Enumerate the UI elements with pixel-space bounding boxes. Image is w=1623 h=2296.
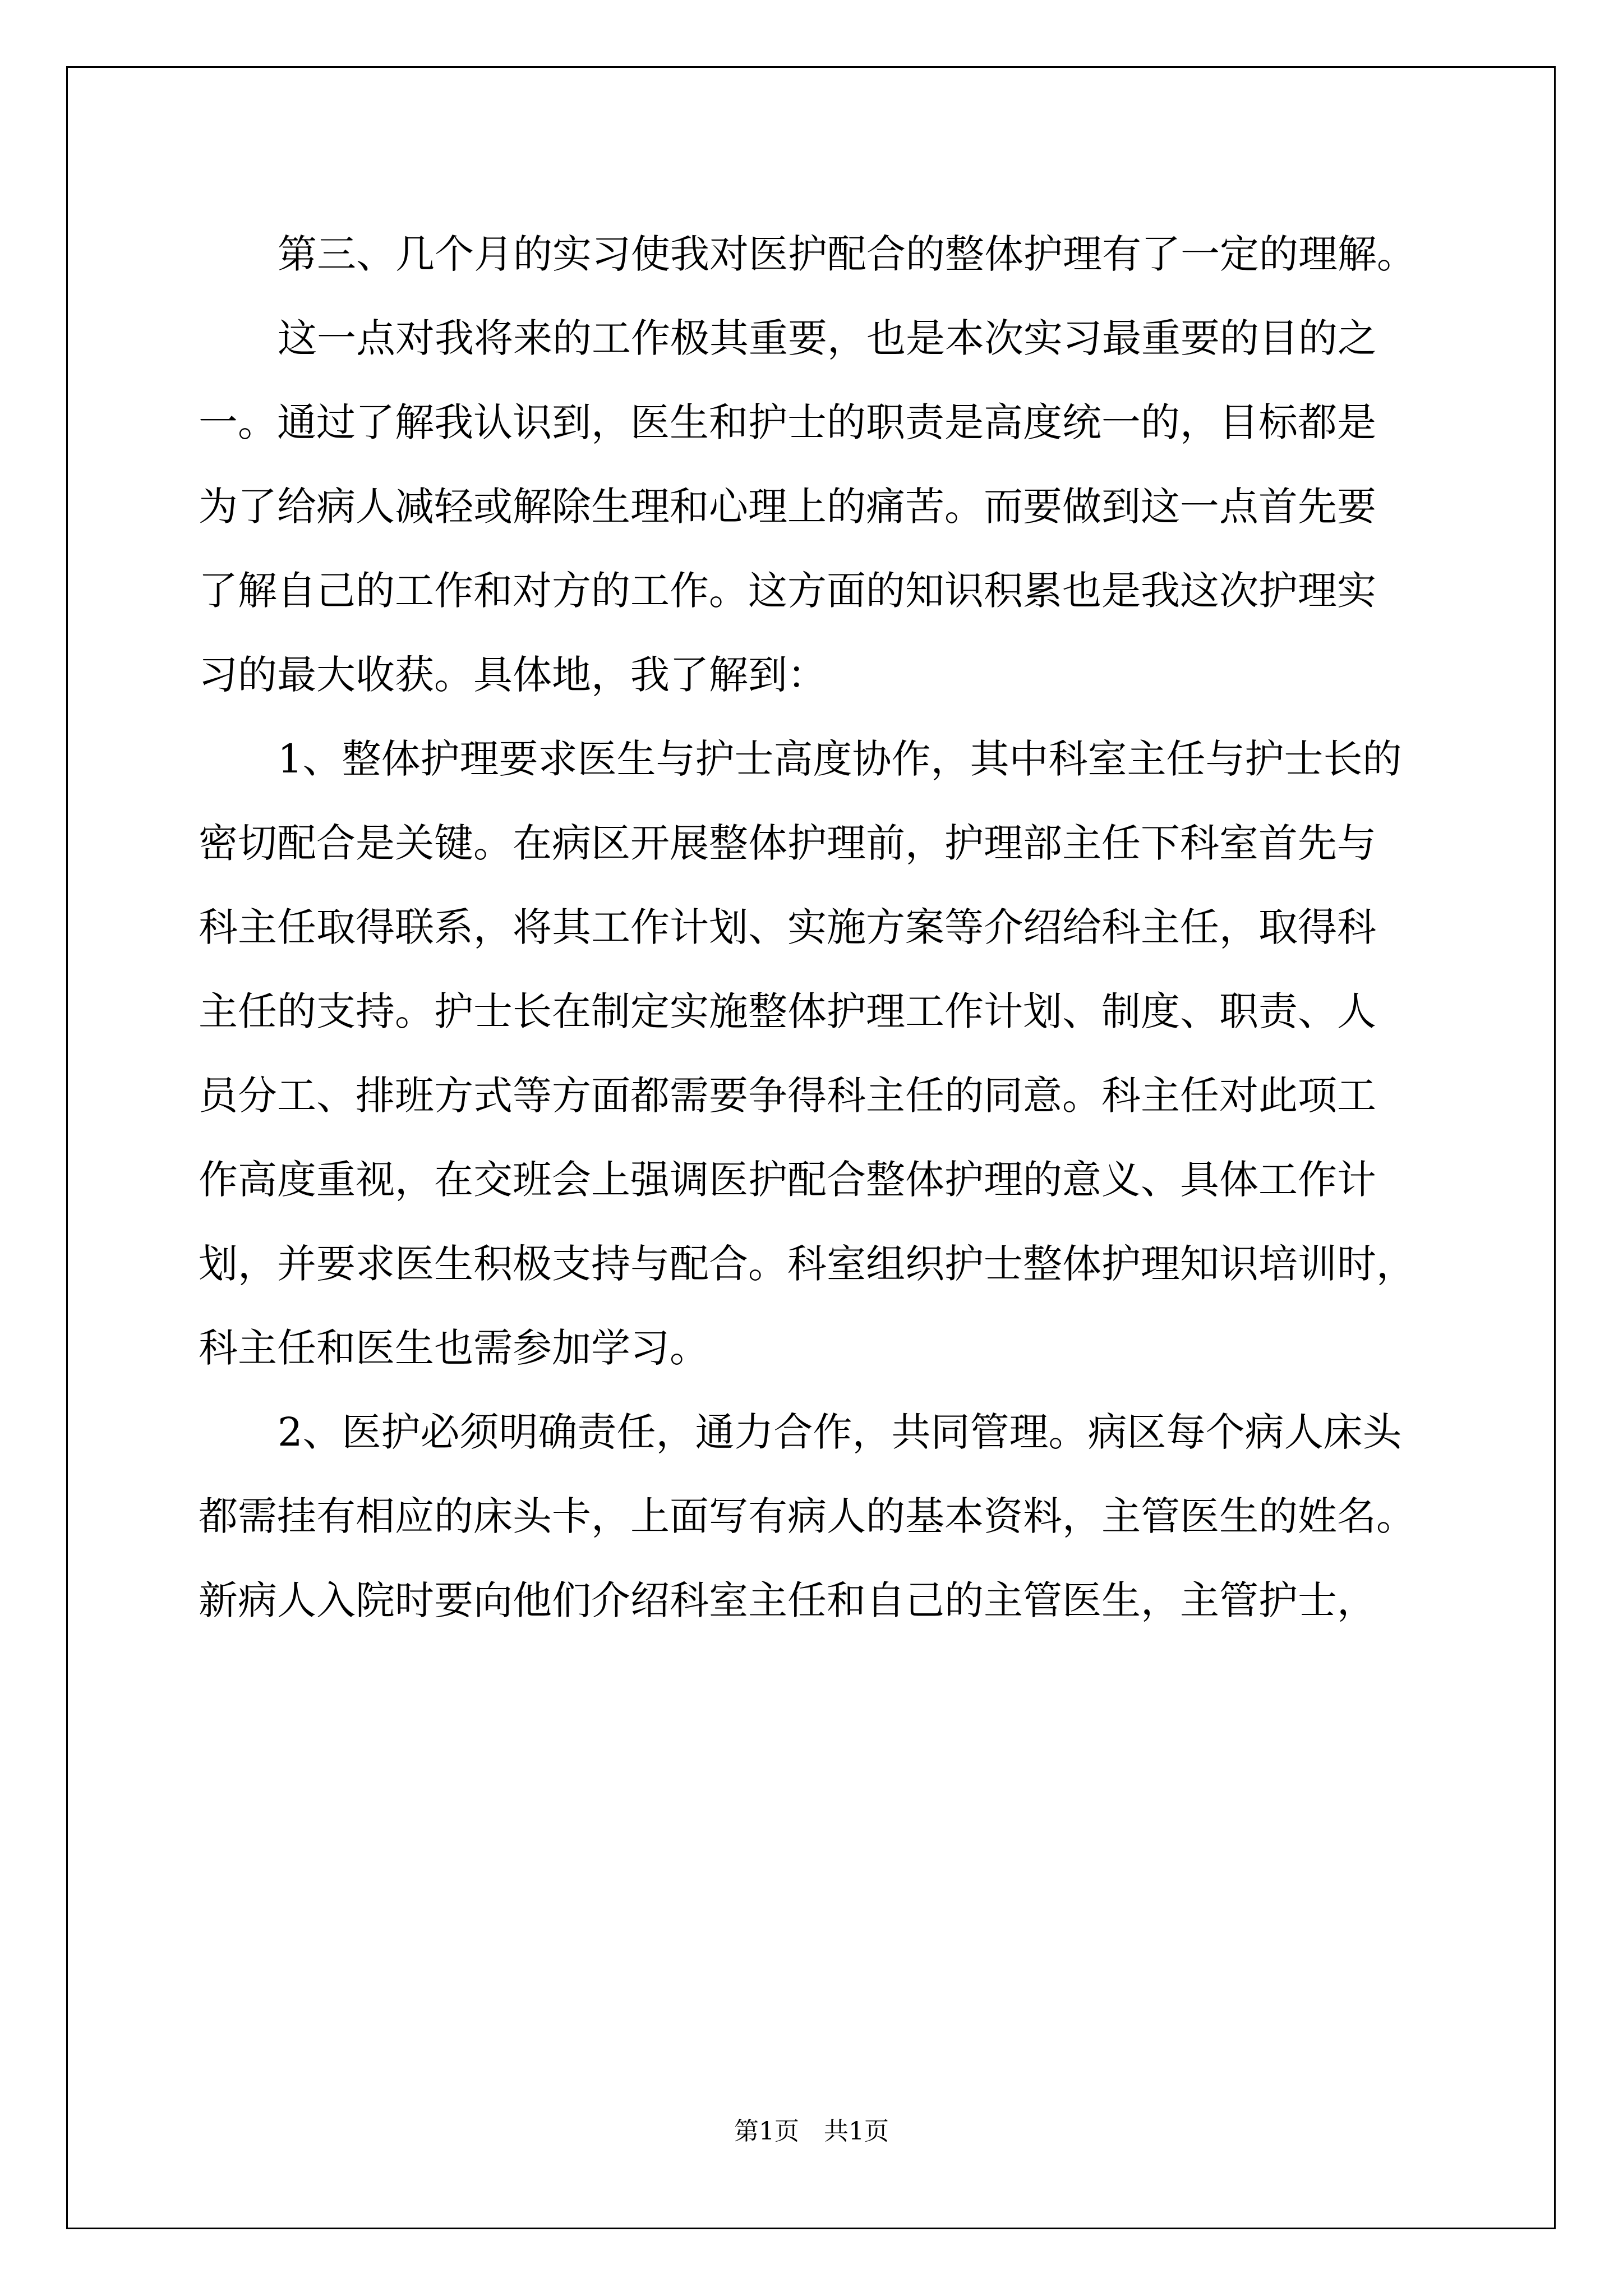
text-line: 新病人入院时要向他们介绍科室主任和自己的主管医生，主管护士， xyxy=(199,1577,1376,1623)
page-footer xyxy=(0,2115,1623,2148)
text-line: 这一点对我将来的工作极其重要，也是本次实习最重要的目的之 xyxy=(278,315,1377,361)
text-line: 为了给病人减轻或解除生理和心理上的痛苦。而要做到这一点首先要 xyxy=(199,484,1376,530)
page-count: 共1页 xyxy=(824,2117,889,2146)
text-line: 第三、几个月的实习使我对医护配合的整体护理有了一定的理解。 xyxy=(278,231,1416,277)
text-line: 习的最大收获。具体地，我了解到： xyxy=(199,652,827,698)
text-line: 密切配合是关键。在病区开展整体护理前，护理部主任下科室首先与 xyxy=(199,820,1376,866)
text-line: 主任的支持。护士长在制定实施整体护理工作计划、制度、职责、人 xyxy=(199,988,1376,1034)
text-line: 2、医护必须明确责任，通力合作，共同管理。病区每个病人床头 xyxy=(278,1409,1402,1455)
text-line: 了解自己的工作和对方的工作。这方面的知识积累也是我这次护理实 xyxy=(199,568,1376,614)
page-number: 第1页 xyxy=(734,2117,799,2146)
text-line: 员分工、排班方式等方面都需要争得科主任的同意。科主任对此项工 xyxy=(199,1073,1376,1119)
document-body xyxy=(199,212,1432,1642)
text-line: 科主任和医生也需参加学习。 xyxy=(199,1325,709,1371)
text-line: 作高度重视，在交班会上强调医护配合整体护理的意义、具体工作计 xyxy=(199,1157,1376,1203)
text-line: 都需挂有相应的床头卡，上面写有病人的基本资料，主管医生的姓名。 xyxy=(199,1493,1415,1539)
text-line: 划，并要求医生积极支持与配合。科室组织护士整体护理知识培训时， xyxy=(199,1241,1415,1287)
text-line: 1、整体护理要求医生与护士高度协作，其中科室主任与护士长的 xyxy=(278,736,1402,782)
text-line: 一。通过了解我认识到，医生和护士的职责是高度统一的，目标都是 xyxy=(199,399,1376,445)
text-line: 科主任取得联系，将其工作计划、实施方案等介绍给科主任，取得科 xyxy=(199,904,1376,950)
